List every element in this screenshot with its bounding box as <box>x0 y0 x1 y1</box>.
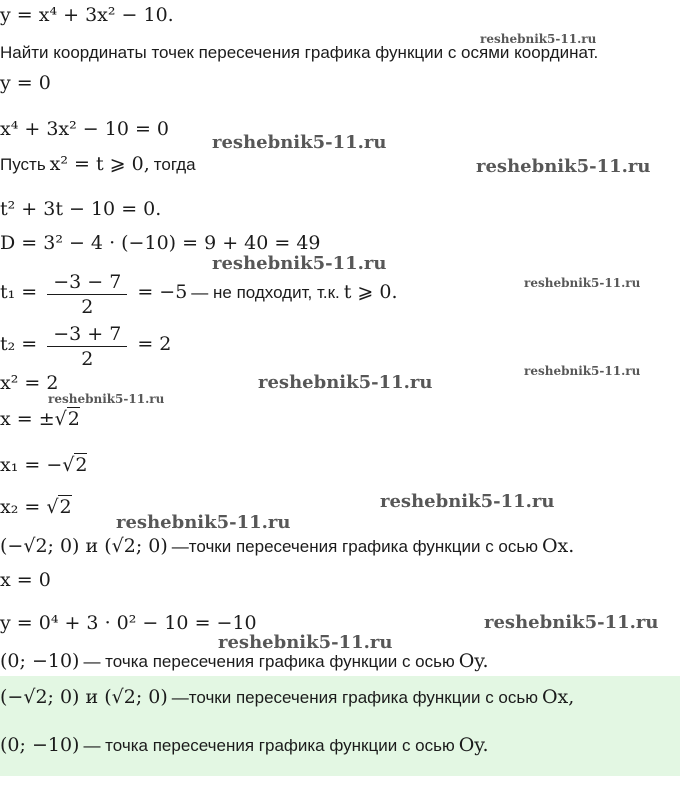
watermark: reshebnik5-11.ru <box>48 392 165 406</box>
watermark: reshebnik5-11.ru <box>524 364 641 378</box>
watermark: reshebnik5-11.ru <box>476 156 651 177</box>
answer-oy-line <box>0 734 489 756</box>
x1-line <box>0 454 87 476</box>
watermark: reshebnik5-11.ru <box>258 372 433 393</box>
x-plusminus-pre: x = ±√ <box>0 408 67 430</box>
watermark: reshebnik5-11.ru <box>524 276 641 290</box>
x2-radicand: 2 <box>59 496 72 518</box>
t1-rhs: = −5 <box>137 281 188 304</box>
substitution-line <box>0 153 196 175</box>
watermark: reshebnik5-11.ru <box>212 132 387 153</box>
substitution-math: x² = t ⩾ 0, <box>49 153 150 175</box>
root-t2-line <box>0 322 171 371</box>
oy-axis: Oy. <box>458 650 489 672</box>
x-plusminus-radicand: 2 <box>67 408 80 430</box>
watermark: reshebnik5-11.ru <box>116 512 291 533</box>
x-zero-line: x = 0 <box>0 569 51 591</box>
t2-rhs: = 2 <box>137 333 172 356</box>
answer-oy-text: — точка пересечения графика функции с осью <box>83 736 455 755</box>
quartic-equation: x⁴ + 3x² − 10 = 0 <box>0 118 170 140</box>
x2-line <box>0 496 72 518</box>
answer-ox-line <box>0 686 574 708</box>
y-zero-equation: y = 0 <box>0 72 51 94</box>
x1-radicand: 2 <box>75 454 88 476</box>
t1-condition: t ⩾ 0. <box>343 281 398 304</box>
ox-text: —точки пересечения графика функции с осью <box>171 537 538 556</box>
x-squared-line: x² = 2 <box>0 372 59 394</box>
answer-oy-axis: Oy. <box>458 734 489 756</box>
oy-intersection-line <box>0 650 489 672</box>
function-equation: y = x⁴ + 3x² − 10. <box>0 4 174 26</box>
substitution-pre: Пусть <box>0 155 46 174</box>
t1-comment: — не подходит, т.к. <box>191 283 340 303</box>
y-value-line: y = 0⁴ + 3 · 0² − 10 = −10 <box>0 612 257 634</box>
answer-ox-text: —точки пересечения графика функции с осью <box>171 688 538 707</box>
watermark: reshebnik5-11.ru <box>480 32 597 46</box>
oy-point: (0; −10) <box>0 650 80 672</box>
x-plusminus-line <box>0 408 80 430</box>
t1-numerator: −3 − 7 <box>47 270 127 295</box>
t2-fraction <box>47 322 127 371</box>
t1-fraction <box>47 270 127 319</box>
t2-numerator: −3 + 7 <box>47 322 127 347</box>
watermark: reshebnik5-11.ru <box>484 612 659 633</box>
ox-points: (−√2; 0) и (√2; 0) <box>0 535 168 557</box>
task-statement: Найти координаты точек пересечения графика функции с осями координат. <box>0 43 599 62</box>
x2-pre: x₂ = √ <box>0 496 59 518</box>
watermark: reshebnik5-11.ru <box>380 491 555 512</box>
quadratic-equation: t² + 3t − 10 = 0. <box>0 198 162 220</box>
root-t1-line <box>0 270 398 319</box>
t2-denominator: 2 <box>81 348 94 370</box>
t2-lhs: t₂ = <box>0 333 38 356</box>
answer-oy-point: (0; −10) <box>0 734 80 756</box>
answer-ox-axis: Ox, <box>541 686 575 708</box>
watermark: reshebnik5-11.ru <box>218 632 393 653</box>
ox-axis: Ox. <box>541 535 575 557</box>
oy-text: — точка пересечения графика функции с осью <box>83 652 455 671</box>
substitution-post: тогда <box>153 155 196 174</box>
discriminant-line: D = 3² − 4 · (−10) = 9 + 40 = 49 <box>0 232 321 254</box>
answer-ox-points: (−√2; 0) и (√2; 0) <box>0 686 168 708</box>
ox-intersection-line <box>0 535 574 557</box>
answer-box <box>0 676 680 776</box>
x1-pre: x₁ = −√ <box>0 454 75 476</box>
watermark: reshebnik5-11.ru <box>212 253 387 274</box>
t1-lhs: t₁ = <box>0 281 38 304</box>
t1-denominator: 2 <box>81 296 94 318</box>
